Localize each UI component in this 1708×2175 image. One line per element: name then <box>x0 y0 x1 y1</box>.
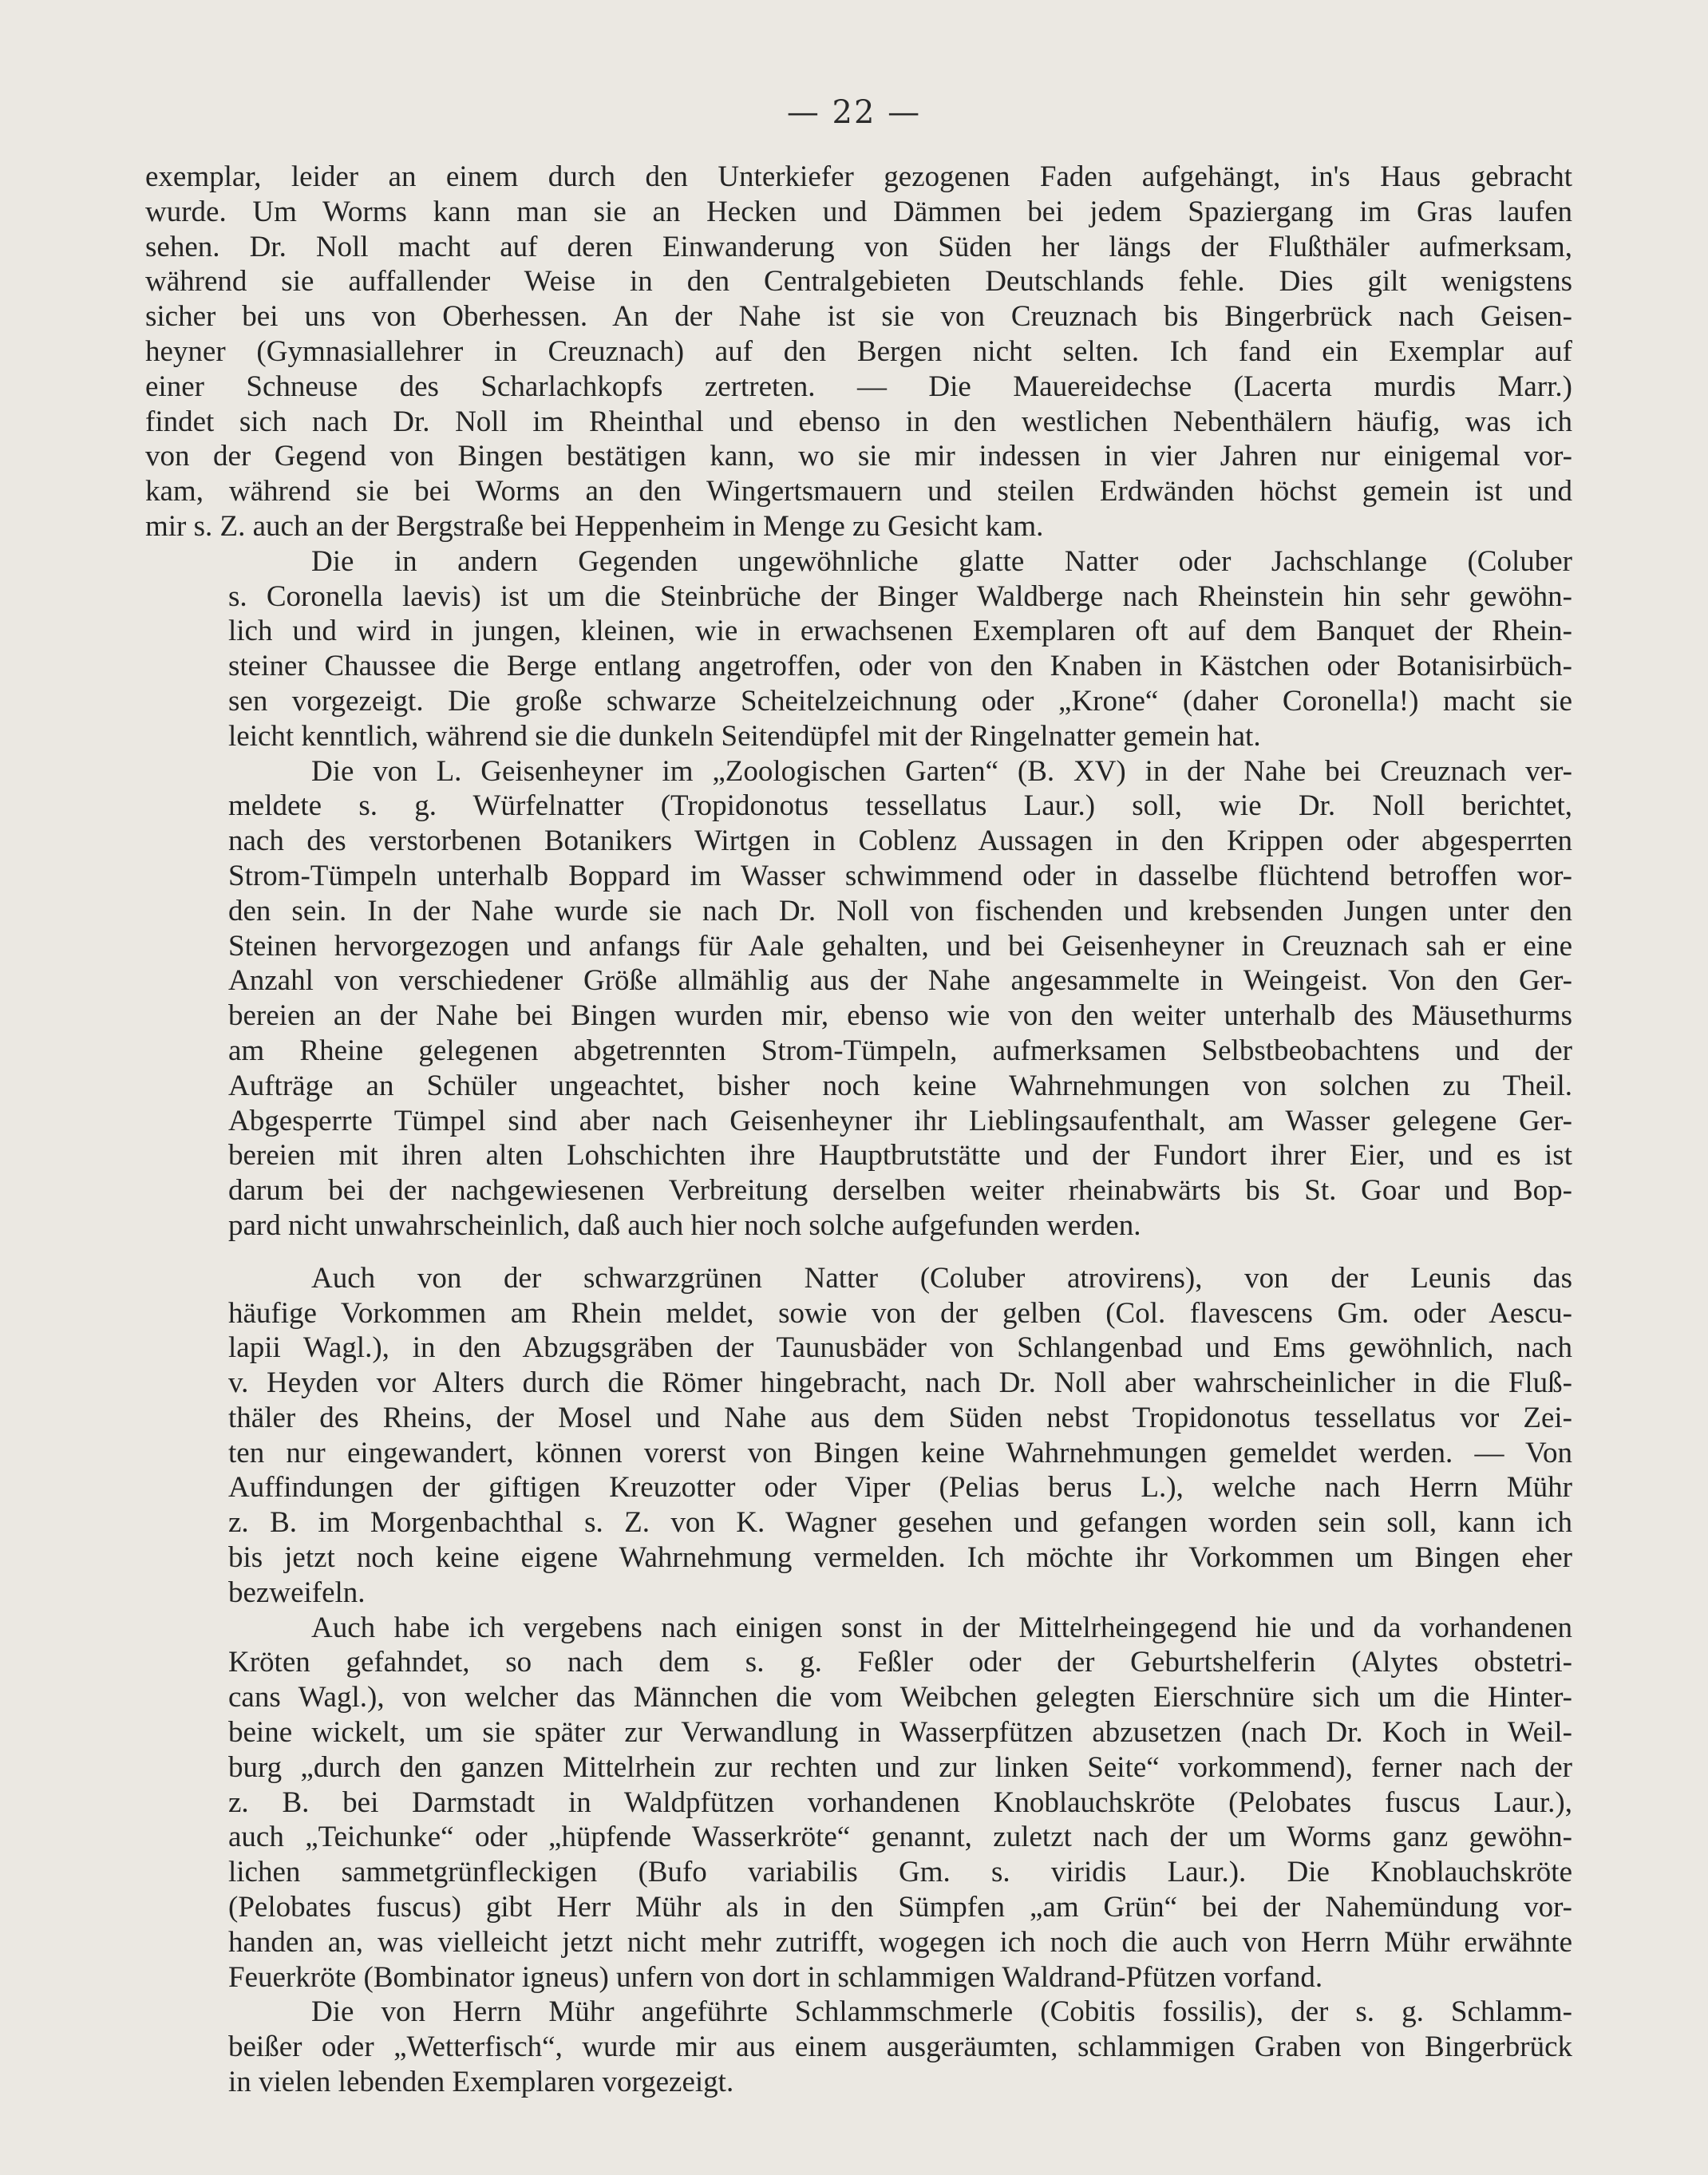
text-line: bezweifeln. <box>228 1576 366 1609</box>
text-line: Feuerkröte (Bombinator igneus) unfern von dort in schlammigen Waldrand-Pfützen vorfand. <box>228 1960 1323 1994</box>
text-line: darum bei der nachgewiesenen Verbreitung derselben weiter rheinabwärts bis St. Goar und Bop- <box>228 1174 1572 1208</box>
text-line: sen vorgezeigt. Die große schwarze Scheitelzeichnung oder „Krone“ (daher Coronella!) macht sie <box>228 684 1572 718</box>
text-line: bis jetzt noch keine eigene Wahrnehmung vermelden. Ich möchte ihr Vorkommen um Bingen eher <box>228 1541 1572 1575</box>
paragraph-schwarzgruene-natter <box>145 1261 1572 1611</box>
text-line: einer Schneuse des Scharlachkopfs zertreten. — Die Mauereidechse (Lacerta murdis Marr.) <box>145 370 1572 403</box>
text-line: lapii Wagl.), in den Abzugsgräben der Taunusbäder von Schlangenbad und Ems gewöhnlich, nach <box>228 1331 1572 1365</box>
text-line: sicher bei uns von Oberhessen. An der Nahe ist sie von Creuznach bis Bingerbrück nach Geisen- <box>145 300 1572 334</box>
text-line: (Pelobates fuscus) gibt Herr Mühr als in den Sümpfen „am Grün“ bei der Nahemündung vor- <box>228 1891 1572 1924</box>
text-line: Strom-Tümpeln unterhalb Boppard im Wasser schwimmend oder in dasselbe flüchtend betroffen wor- <box>228 859 1572 892</box>
text-line: cans Wagl.), von welcher das Männchen die vom Weibchen gelegten Eierschnüre sich um die Hinter- <box>228 1681 1572 1714</box>
paragraph-kroeten <box>145 1611 1572 1995</box>
text-line: pard nicht unwahrscheinlich, daß auch hier noch solche aufgefunden werden. <box>228 1208 1141 1242</box>
text-line: beißer oder „Wetterfisch“, wurde mir aus einem ausgeräumten, schlammigen Graben von Bingerbrück <box>228 2031 1572 2064</box>
text-line: lich und wird in jungen, kleinen, wie in erwachsenen Exemplaren oft auf dem Banquet der Rhein- <box>228 615 1572 648</box>
text-line: auch „Teichunke“ oder „hüpfende Wasserkröte“ genannt, zuletzt nach der um Worms ganz gewöhn- <box>228 1821 1572 1854</box>
text-line: Die von L. Geisenheyner im „Zoologischen Garten“ (B. XV) in der Nahe bei Creuznach ver- <box>311 754 1572 788</box>
text-line: s. Coronella laevis) ist um die Steinbrüche der Binger Waldberge nach Rheinstein hin sehr gewöhn- <box>228 579 1572 613</box>
paragraph-mauereidechse <box>145 160 1572 544</box>
text-line: v. Heyden vor Alters durch die Römer hingebracht, nach Dr. Noll aber wahrscheinlicher in die Fluß- <box>228 1366 1572 1400</box>
text-line: am Rheine gelegenen abgetrennten Strom-Tümpeln, aufmerksamen Selbstbeobachtens und der <box>228 1034 1572 1067</box>
text-line: mir s. Z. auch an der Bergstraße bei Heppenheim in Menge zu Gesicht kam. <box>145 509 1044 543</box>
text-line: während sie auffallender Weise in den Centralgebieten Deutschlands fehle. Dies gilt wenigstens <box>145 265 1572 299</box>
text-line: Auch von der schwarzgrünen Natter (Coluber atrovirens), von der Leunis das <box>311 1261 1572 1295</box>
text-line: ten nur eingewandert, können vorerst von Bingen keine Wahrnehmungen gemeldet werden. — Von <box>228 1436 1572 1469</box>
text-line: Aufträge an Schüler ungeachtet, bisher noch keine Wahrnehmungen von solchen zu Theil. <box>228 1069 1572 1102</box>
text-line: leicht kenntlich, während sie die dunkeln Seitendüpfel mit der Ringelnatter gemein hat. <box>228 719 1261 753</box>
text-line: heyner (Gymnasiallehrer in Creuznach) auf den Bergen nicht selten. Ich fand ein Exemplar auf <box>145 334 1572 368</box>
text-line: handen an, was vielleicht jetzt nicht mehr zutrifft, wogegen ich noch die auch von Herrn Mühr erwähnte <box>228 1925 1572 1959</box>
text-line: kam, während sie bei Worms an den Wingertsmauern und steilen Erdwänden höchst gemein ist und <box>145 475 1572 508</box>
text-line: nach des verstorbenen Botanikers Wirtgen in Coblenz Aussagen in den Krippen oder abgesperrten <box>228 825 1572 858</box>
text-line: steiner Chaussee die Berge entlang angetroffen, oder von den Knaben in Kästchen oder Botanisirbüch- <box>228 650 1572 683</box>
text-line: häufige Vorkommen am Rhein meldet, sowie von der gelben (Col. flavescens Gm. oder Aescu- <box>228 1296 1572 1330</box>
text-line: in vielen lebenden Exemplaren vorgezeigt. <box>228 2066 734 2099</box>
text-line: Auffindungen der giftigen Kreuzotter oder Viper (Pelias berus L.), welche nach Herrn Mühr <box>228 1471 1572 1505</box>
text-line: z. B. im Morgenbachthal s. Z. von K. Wagner gesehen und gefangen worden sein soll, kann ich <box>228 1506 1572 1540</box>
text-line: bereien an der Nahe bei Bingen wurden mir, ebenso wie von den weiter unterhalb des Mäusethurms <box>228 999 1572 1033</box>
text-line: wurde. Um Worms kann man sie an Hecken und Dämmen bei jedem Spaziergang im Gras laufen <box>145 195 1572 228</box>
text-line: Auch habe ich vergebens nach einigen sonst in der Mittelrheingegend hie und da vorhandenen <box>311 1611 1572 1644</box>
paragraph-glatte-natter <box>145 544 1572 754</box>
page-number: — 22 — <box>786 94 922 131</box>
text-line: z. B. bei Darmstadt in Waldpfützen vorhandenen Knoblauchskröte (Pelobates fuscus Laur.), <box>228 1785 1572 1819</box>
text-line: meldete s. g. Würfelnatter (Tropidonotus tessellatus Laur.) soll, wie Dr. Noll berichtet, <box>228 789 1572 823</box>
text-line: von der Gegend von Bingen bestätigen kann, wo sie mir indessen in vier Jahren nur einigemal vor- <box>145 440 1572 473</box>
text-line: exemplar, leider an einem durch den Unterkiefer gezogenen Faden aufgehängt, in's Haus gebracht <box>145 160 1572 193</box>
text-line: sehen. Dr. Noll macht auf deren Einwanderung von Süden her längs der Flußthäler aufmerksam, <box>145 230 1572 263</box>
text-line: findet sich nach Dr. Noll im Rheinthal und ebenso in den westlichen Nebenthälern häufig, was ich <box>145 405 1572 438</box>
text-line: den sein. In der Nahe wurde sie nach Dr. Noll von fischenden und krebsenden Jungen unter den <box>228 894 1572 927</box>
text-body <box>145 160 1572 2100</box>
text-line: lichen sammetgrünfleckigen (Bufo variabilis Gm. s. viridis Laur.). Die Knoblauchskröte <box>228 1856 1572 1889</box>
paragraph-schlammschmerle <box>145 1995 1572 2099</box>
text-line: Abgesperrte Tümpel sind aber nach Geisenheyner ihr Lieblingsaufenthalt, am Wasser gelegene Ger- <box>228 1104 1572 1137</box>
paragraph-wuerfelnatter <box>145 754 1572 1244</box>
text-line: Steinen hervorgezogen und anfangs für Aale gehalten, und bei Geisenheyner in Creuznach sah er eine <box>228 929 1572 963</box>
text-line: Die in andern Gegenden ungewöhnliche glatte Natter oder Jachschlange (Coluber <box>311 544 1572 578</box>
text-line: burg „durch den ganzen Mittelrhein zur rechten und zur linken Seite“ vorkommend), ferner nach der <box>228 1750 1572 1784</box>
text-line: Die von Herrn Mühr angeführte Schlammschmerle (Cobitis fossilis), der s. g. Schlamm- <box>311 1995 1572 2029</box>
text-line: thäler des Rheins, der Mosel und Nahe aus dem Süden nebst Tropidonotus tessellatus vor Zei- <box>228 1401 1572 1434</box>
text-line: beine wickelt, um sie später zur Verwandlung in Wasserpfützen abzusetzen (nach Dr. Koch in Weil- <box>228 1716 1572 1750</box>
text-line: Kröten gefahndet, so nach dem s. g. Feßler oder der Geburtshelferin (Alytes obstetri- <box>228 1646 1572 1679</box>
text-line: bereien mit ihren alten Lohschichten ihre Hauptbrutstätte und der Fundort ihrer Eier, und es ist <box>228 1139 1572 1173</box>
text-line: Anzahl von verschiedener Größe allmählig aus der Nahe angesammelte in Weingeist. Von den Ger- <box>228 964 1572 998</box>
